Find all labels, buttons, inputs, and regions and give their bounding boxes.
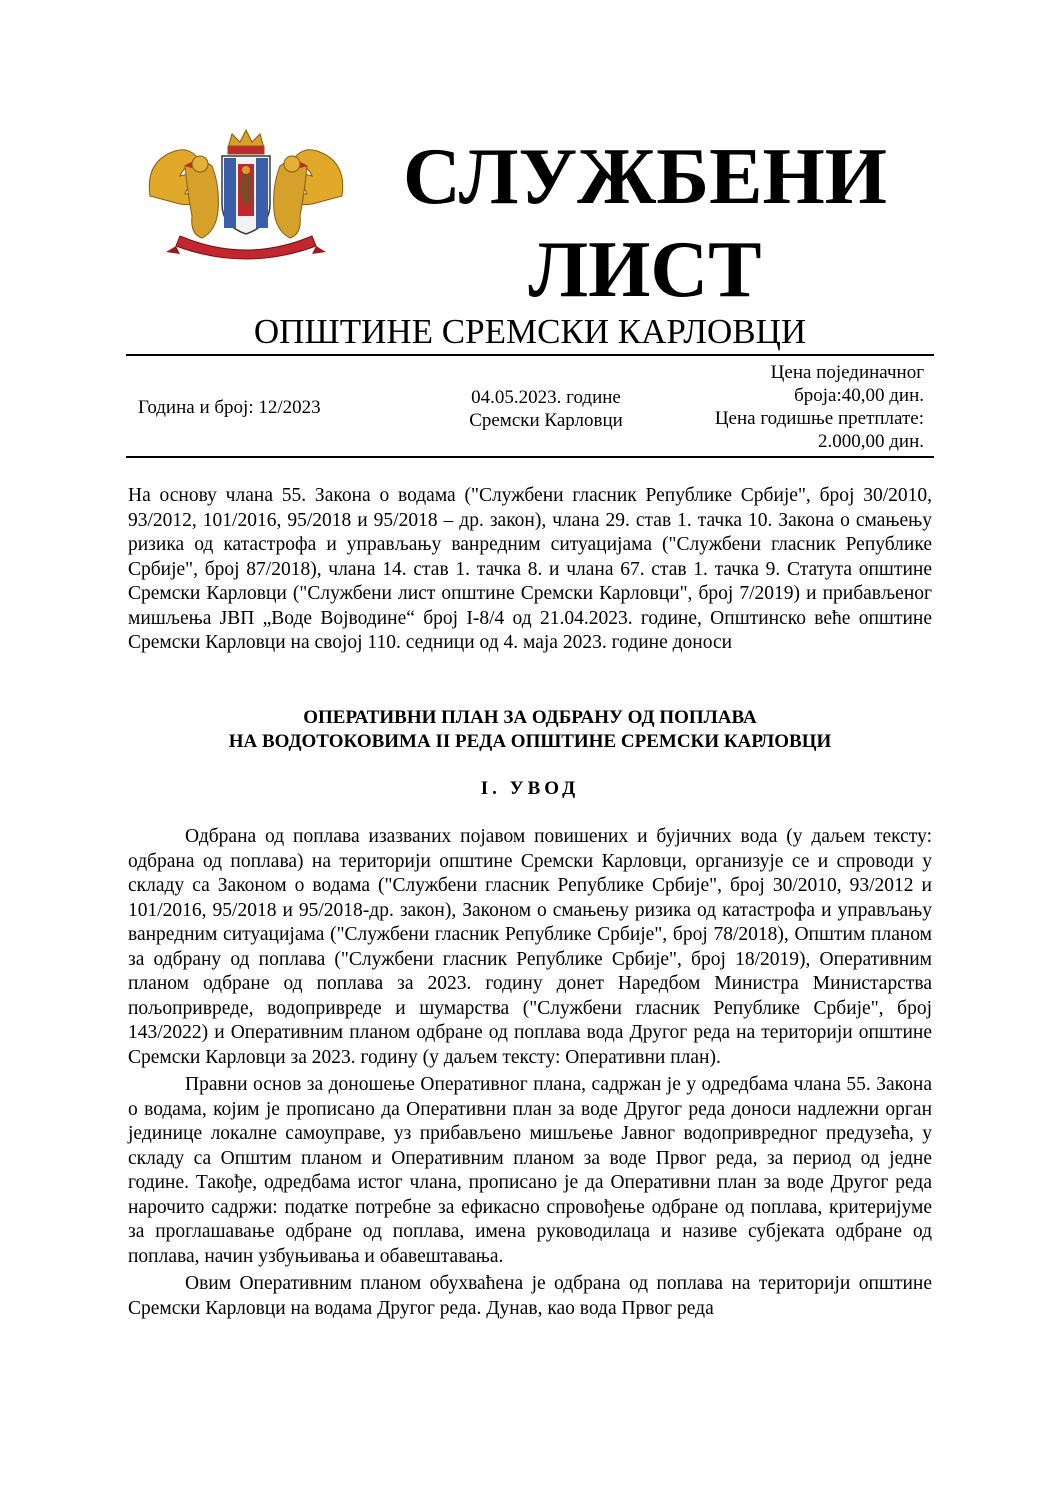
issue-date-place	[448, 386, 644, 432]
masthead-title-line2: ЛИСТ	[528, 226, 762, 314]
price-single-label: Цена појединачног	[770, 362, 924, 383]
body-paragraph: Одбрана од поплава изазваних појавом повишених и бујичних вода (у даљем тексту: одбрана од поплава) на територији општине Сремски Карловци, организује се и спроводи у складу са Законом о водама ("Службени гласник Републике Србије", број 30/2010, 93/2012 и 101/2016, 95/2018 и 95/2018-др. закон), Законом о смањењу ризика од катастрофа и управљању ванредним ситуацијама ("Службени гласник Републике Србије", број 78/2018), Општим планом за одбрану од поплава ("Службени гласник Републике Србије", број 18/2019), Оперативним планом одбране од поплава за 2023. годину донет Наредбом Министра Министарства пољопривреде, водопривреде и шумарства ("Службени гласник Републике Србије", број 143/2022) и Оперативним планом одбране од поплава вода Другог реда на територији општине Сремски Карловци за 2023. годину (у даљем тексту: Оперативни план).	[128, 826, 932, 1068]
price-annual-label: Цена годишње претплате:	[714, 408, 924, 429]
coat-of-arms-icon	[140, 126, 352, 266]
issue-place: Сремски Карловци	[469, 410, 623, 431]
price-single-value: броја:40,00 дин.	[794, 385, 924, 406]
price-annual-value: 2.000,00 дин.	[817, 431, 924, 452]
document-title-line2: НА ВОДОТОКОВИМА II РЕДА ОПШТИНЕ СРЕМСКИ КАРЛОВЦИ	[228, 731, 832, 752]
masthead-title-line1: СЛУЖБЕНИ	[403, 133, 887, 221]
issue-year-number: Година и број: 12/2023	[138, 397, 321, 418]
document-title-line1: ОПЕРАТИВНИ ПЛАН ЗА ОДБРАНУ ОД ПОПЛАВА	[303, 707, 757, 728]
header-divider-bottom	[126, 456, 934, 458]
preamble-paragraph: На основу члана 55. Закона о водама ("Службени гласник Републике Србије", број 30/2010, 93/2012, 101/2016, 95/2018 и 95/2018 – др. закон), члана 29. став 1. тачка 10. Закона о смањењу ризика од катастрофа и управљању ванредним ситуацијама ("Службени гласник Републике Србије", број 87/2018), члана 14. став 1. тачка 8. и члана 67. став 1. тачка 9. Статута општине Сремски Карловци ("Службени лист општине Сремски Карловци", број 7/2019) и прибављеног мишљења ЈВП „Воде Војводине“ број I-8/4 од 21.04.2023. године, Општинско веће општине Сремски Карловци на својој 110. седници од 4. маја 2023. године доноси	[128, 485, 932, 653]
section-heading: I. УВОД	[480, 778, 580, 799]
document-title	[128, 706, 932, 754]
body-paragraph: Правни основ за доношење Оперативног плана, садржан је у одредбама члана 55. Закона о водама, којим је прописано да Оперативни план за воде Другог реда доноси надлежни орган јединице локалне самоуправе, уз прибављено мишљење Јавног водопривредног предузећа, у складу са Општим планом и Оперативним планом за воде Првог реда, за период од једне године. Такође, одредбама истог члана, прописано је да Оперативни план за воде Другог реда нарочито садржи: податке потребне за ефикасно спровођење одбране од поплава, критеријуме за проглашавање одбране од поплава, имена руководилаца и називе субјеката одбране од поплава, начин узбуњивања и обавештавања.	[128, 1074, 932, 1267]
section-body	[128, 825, 932, 1321]
header-divider-top	[126, 354, 934, 356]
issue-prices	[660, 361, 924, 453]
body-paragraph: Овим Оперативним планом обухваћена је одбрана од поплава на територији општине Сремски Карловци на водама Другог реда. Дунав, као вода Првог реда	[128, 1273, 932, 1319]
masthead-subtitle: ОПШТИНЕ СРЕМСКИ КАРЛОВЦИ	[253, 312, 807, 351]
issue-date: 04.05.2023. године	[471, 387, 621, 408]
